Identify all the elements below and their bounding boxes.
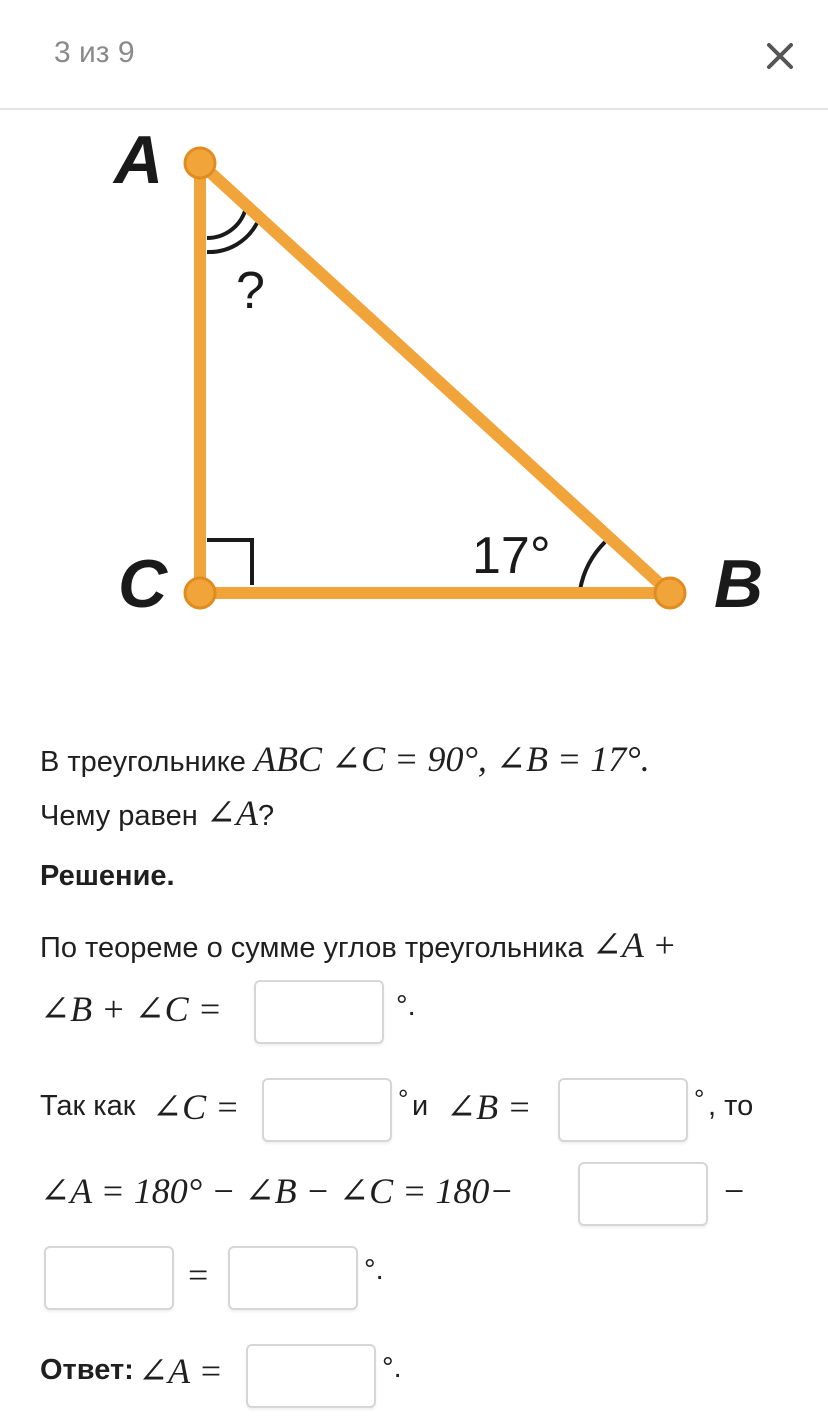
problem-question-end: ? <box>257 800 275 832</box>
label-c: C <box>118 546 168 622</box>
vertex-a <box>185 148 215 178</box>
degree-dot-1: °. <box>396 990 416 1022</box>
right-angle-marker <box>207 540 252 585</box>
formula-math: ∠A = 180° − ∠B − ∠C = 180− <box>40 1171 514 1211</box>
progress-counter: 3 из 9 <box>54 36 135 69</box>
angle-a-question: ? <box>236 262 265 320</box>
angle-b-arc <box>580 542 605 590</box>
answer-label: Ответ: <box>40 1354 134 1386</box>
minus-sign: − <box>724 1171 745 1211</box>
since-math-c: ∠C = <box>152 1087 240 1127</box>
problem-line-2 <box>40 792 274 834</box>
solution-heading: Решение. <box>40 860 175 892</box>
minus-b-input[interactable] <box>578 1162 708 1226</box>
problem-line-1 <box>40 738 650 780</box>
problem-text-2: Чему равен <box>40 800 206 832</box>
answer-input[interactable] <box>246 1344 376 1408</box>
degree-2: ° <box>694 1084 705 1114</box>
angle-a-arc-1 <box>207 211 245 238</box>
theorem-text: По теореме о сумме углов треугольника <box>40 932 592 964</box>
degree-dot-2: °. <box>364 1254 384 1286</box>
angle-c-input[interactable] <box>262 1078 392 1142</box>
close-icon <box>758 34 802 78</box>
equals-sign: = <box>188 1255 209 1295</box>
degree-dot-3: °. <box>382 1352 402 1384</box>
triangle-diagram <box>0 110 828 680</box>
angle-b-input[interactable] <box>558 1078 688 1142</box>
theorem-math-b: ∠B + ∠C = <box>40 989 222 1029</box>
answer-math: ∠A = <box>138 1351 223 1391</box>
since-text: Так как <box>40 1090 136 1122</box>
since-math-b: ∠B = <box>446 1087 532 1127</box>
degree-1: ° <box>398 1084 409 1114</box>
angle-sum-input[interactable] <box>254 980 384 1044</box>
problem-math-2: ∠A <box>205 793 258 833</box>
side-ab <box>200 163 670 593</box>
solution-para-1 <box>40 924 677 966</box>
triangle-figure <box>0 110 828 680</box>
label-a: A <box>114 122 164 198</box>
vertex-c <box>185 578 215 608</box>
close-button[interactable] <box>758 34 802 78</box>
then-text: , то <box>708 1090 754 1122</box>
angle-b-value: 17° <box>472 527 551 585</box>
header <box>0 0 828 110</box>
label-b: B <box>714 546 764 622</box>
result-input[interactable] <box>228 1246 358 1310</box>
vertex-b <box>655 578 685 608</box>
theorem-math-a: ∠A + <box>591 925 677 965</box>
minus-c-input[interactable] <box>44 1246 174 1310</box>
and-text: и <box>412 1090 429 1122</box>
problem-math-1: ABC ∠C = 90°, ∠B = 17°. <box>254 739 650 779</box>
problem-text-1: В треугольнике <box>40 746 254 778</box>
